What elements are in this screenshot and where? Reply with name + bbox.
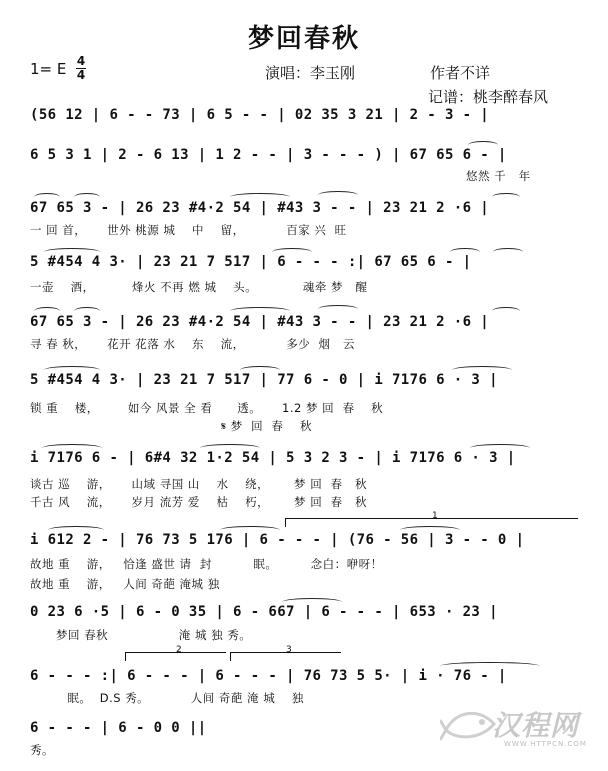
slur xyxy=(220,526,280,534)
site-watermark xyxy=(440,700,600,760)
slur xyxy=(42,444,102,452)
lyric-line-4: 寻 春 秋， 花开 花落 水 东 流， 多少 烟 云 xyxy=(30,337,355,351)
lyric-line-2: 一 回 首， 世外 桃源 城 中 留， 百家 兴 旺 xyxy=(30,223,347,237)
notation-line-10: 6 - - - :| 6 - - - | 6 - - - | 76 73 5 5· | i · 76 - | xyxy=(30,668,507,684)
slur xyxy=(282,598,342,606)
lyric-line-11: 梦回 春秋 淹 城 独 秀。 xyxy=(56,628,252,642)
fish-logo-icon xyxy=(440,700,500,750)
slur xyxy=(470,444,530,452)
notation-line-4: 5 #454 4 3· | 23 21 7 517 | 6 - - - :| 67 65 6 - | xyxy=(30,254,472,270)
lyric-line-3: 一壶 酒， 烽火 不再 燃 城 头。 魂牵 梦 醒 xyxy=(30,280,368,294)
lyric-line-1: 悠然 千 年 xyxy=(466,169,531,183)
slur xyxy=(493,248,523,256)
slur xyxy=(34,193,60,201)
slur xyxy=(34,307,60,315)
notation-line-9: 0 23 6 ·5 | 6 - 0 35 | 6 - 667 | 6 - - - | 653 · 23 | xyxy=(30,604,498,620)
transcriber-credit: 记谱：桃李醉春风 xyxy=(428,88,549,106)
notation-line-7: i 7176 6 - | 6#4 32 1·2 54 | 5 3 2 3 - | i 7176 6 · 3 | xyxy=(30,450,516,466)
lyric-line-6: 𝄋 梦 回 春 秋 xyxy=(30,419,312,433)
lyric-line-10: 故地 重 游， 人间 奇葩 淹城 独 xyxy=(30,577,220,591)
volta-number-1: 1 xyxy=(432,511,438,521)
song-title: 梦回春秋 xyxy=(247,24,360,54)
notation-line-5: 67 65 3 - | 26 23 #4·2 54 | #43 3 - - | 23 21 2 ·6 | xyxy=(30,314,490,330)
lyric-line-12: 眠。 D.S 秀。 人间 奇葩 淹 城 独 xyxy=(30,691,304,705)
lyric-line-13: 秀。 xyxy=(30,743,54,757)
volta-number-2: 2 xyxy=(176,645,182,655)
slur xyxy=(230,193,290,201)
watermark-url: WWW.HTTPCN.COM xyxy=(504,740,587,748)
notation-line-2: 6 5 3 1 | 2 - 6 13 | 1 2 - - | 3 - - - ) | 67 65 6 - | xyxy=(30,147,507,163)
composer-credit: 作者不详 xyxy=(430,64,491,82)
volta-number-3: 3 xyxy=(286,645,292,655)
slur xyxy=(440,662,540,670)
notation-line-8: i 612 2 - | 76 73 5 176 | 6 - - - | (76 - 56 | 3 - - 0 | xyxy=(30,532,525,548)
slur xyxy=(272,248,312,256)
volta-bracket-2 xyxy=(125,645,226,661)
notation-line-11: 6 - - - | 6 - 0 0 || xyxy=(30,720,207,736)
slur xyxy=(74,193,100,201)
slur xyxy=(318,305,358,313)
watermark-text: 汉程网 xyxy=(492,709,580,742)
slur xyxy=(200,444,260,452)
lyric-line-9: 故地 重 游， 恰逢 盛世 请 封 眠。 念白：咿呀！ xyxy=(30,557,383,571)
meter-top: 4 xyxy=(76,54,86,68)
slur xyxy=(44,248,100,256)
slur xyxy=(230,307,290,315)
slur xyxy=(492,193,520,201)
notation-line-1: (56 12 | 6 - - 73 | 6 5 - - | 02 35 3 21 | 2 - 3 - | xyxy=(30,107,490,123)
slur xyxy=(74,307,100,315)
slur xyxy=(48,526,104,534)
notation-line-3: 67 65 3 - | 26 23 #4·2 54 | #43 3 - - | 23 21 2 ·6 | xyxy=(30,200,490,216)
singer-credit: 演唱：李玉刚 xyxy=(265,64,356,82)
slur xyxy=(400,526,460,534)
slur xyxy=(492,307,520,315)
lyric-line-5: 锁 重 楼， 如今 风景 全 看 透。 1.2 梦 回 春 秋 xyxy=(30,401,384,415)
slur xyxy=(44,366,100,374)
slur xyxy=(452,366,512,374)
lyric-line-8: 千古 风 流， 岁月 流芳 爱 枯 朽， 梦 回 春 秋 xyxy=(30,495,367,509)
key-signature: 1= E xyxy=(30,60,67,78)
meter-bottom: 4 xyxy=(76,68,86,82)
slur xyxy=(318,191,358,199)
slur xyxy=(450,248,480,256)
volta-bracket-3 xyxy=(230,645,341,661)
notation-line-6: 5 #454 4 3· | 23 21 7 517 | 77 6 - 0 | i 7176 6 · 3 | xyxy=(30,372,498,388)
slur xyxy=(240,366,280,374)
slur xyxy=(468,141,498,149)
time-signature xyxy=(76,56,86,81)
lyric-line-7: 谈古 巡 游， 山域 寻国 山 水 绕， 梦 回 春 秋 xyxy=(30,477,367,491)
